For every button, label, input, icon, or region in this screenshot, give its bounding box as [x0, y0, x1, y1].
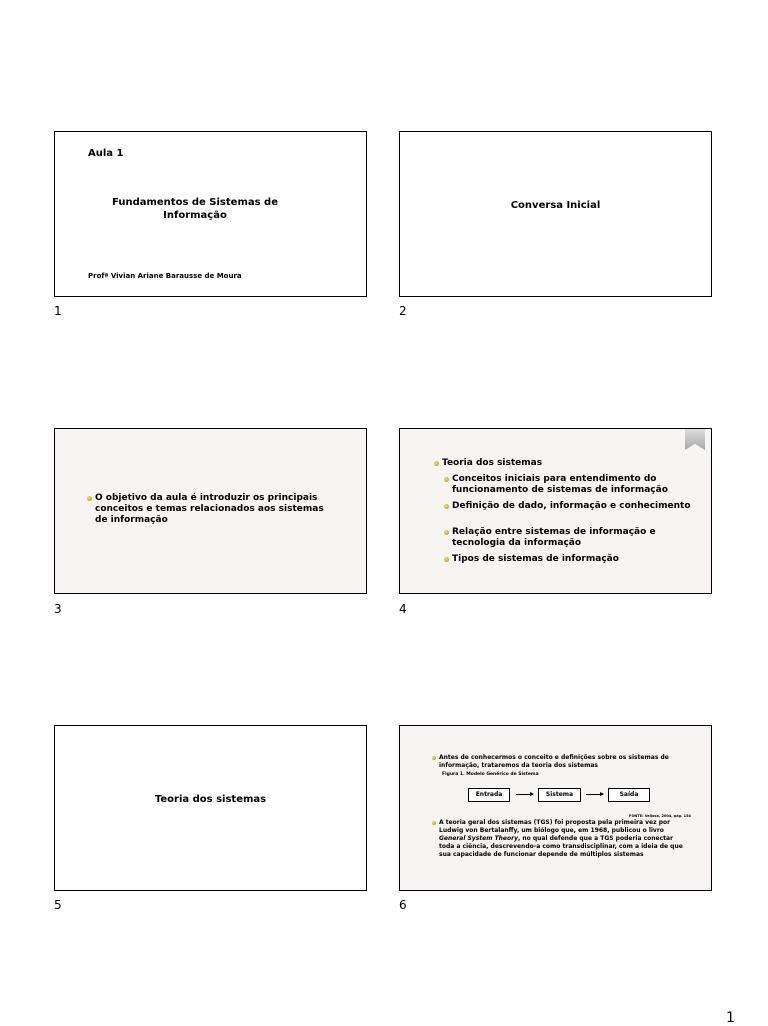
slide-4: [399, 428, 712, 594]
slide-4-sub-bullet: [444, 554, 694, 565]
slide-4-sub-text: Tipos de sistemas de informação: [452, 554, 619, 564]
slide-6-intro: Antes de conhecermos o conceito e definições sobre os sistemas de informação, trataremos da teoria dos sistemas: [439, 754, 669, 769]
book-title: General System Theory: [439, 835, 518, 842]
slide-4-sub-bullet: [444, 527, 694, 549]
bullet-icon: [444, 477, 449, 482]
slide-6-body: [439, 819, 684, 859]
slide-2-number: 2: [399, 304, 407, 318]
bookmark-icon: [685, 428, 705, 450]
slide-2: [399, 131, 712, 297]
slide-1-professor: Profª Vivian Ariane Barausse de Moura: [88, 272, 242, 280]
slide-4-number: 4: [399, 602, 407, 616]
bullet-icon: [432, 821, 436, 825]
bullet-icon: [444, 557, 449, 562]
figure-caption: Figura 1. Modelo Genérico de Sistema: [442, 772, 539, 777]
slide-3-number: 3: [54, 602, 62, 616]
slide-1-number: 1: [54, 304, 62, 318]
figure-source: FONTE: Velloso, 2004, pág. 154: [629, 814, 691, 818]
bullet-icon: [444, 504, 449, 509]
slide-2-title: Conversa Inicial: [510, 200, 601, 211]
slide-6-body-pre: A teoria geral dos sistemas (TGS) foi proposta pela primeira vez por Ludwig von Bertalanffy, um biólogo que, em 1968, publicou o livro: [439, 819, 671, 834]
slide-5: [54, 725, 367, 891]
slide-4-main-bullet: [434, 458, 542, 469]
arrow-right-icon: [516, 794, 533, 795]
slide-5-number: 5: [54, 898, 62, 912]
diagram-saida-box: Saída: [608, 788, 650, 802]
slide-6-number: 6: [399, 898, 407, 912]
slide-6-body-post: , no qual defende que a TGS poderia conectar toda a ciência, descrevendo-a como transdisciplinar, com a ideia de que sua capacidade de funcionar depende de múltiplos sistemas: [439, 835, 683, 858]
page-number: 1: [726, 1010, 735, 1026]
slide-6: [399, 725, 712, 891]
slide-1-title: Fundamentos de Sistemas de Informação: [112, 197, 278, 221]
slide-6-intro-bullet: [432, 754, 682, 770]
slide-1: [54, 131, 367, 297]
slide-3-text: O objetivo da aula é introduzir os principais conceitos e temas relacionados aos sistemas de informação: [95, 493, 324, 525]
slide-4-main-text: Teoria dos sistemas: [442, 458, 543, 468]
diagram-sistema-box: Sistema: [538, 788, 581, 802]
slide-1-aula: Aula 1: [88, 148, 124, 159]
bullet-icon: [434, 461, 439, 466]
arrow-right-icon: [586, 794, 603, 795]
slide-6-body-bullet: [432, 819, 684, 859]
slide-3: [54, 428, 367, 594]
bullet-icon: [87, 496, 92, 501]
bullet-icon: [432, 756, 436, 760]
slide-3-bullet: [87, 493, 337, 526]
diagram-entrada-box: Entrada: [468, 788, 510, 802]
bullet-icon: [444, 530, 449, 535]
slide-4-sub-text: Relação entre sistemas de informação e tecnologia da informação: [452, 527, 656, 548]
slide-4-sub-text: Conceitos iniciais para entendimento do funcionamento de sistemas de informação: [452, 474, 668, 495]
slide-4-sub-bullet: [444, 474, 694, 496]
slide-4-sub-bullet: [444, 501, 694, 512]
slide-4-sub-text: Definição de dado, informação e conhecimento: [452, 501, 691, 511]
slide-5-title: Teoria dos sistemas: [154, 794, 267, 805]
